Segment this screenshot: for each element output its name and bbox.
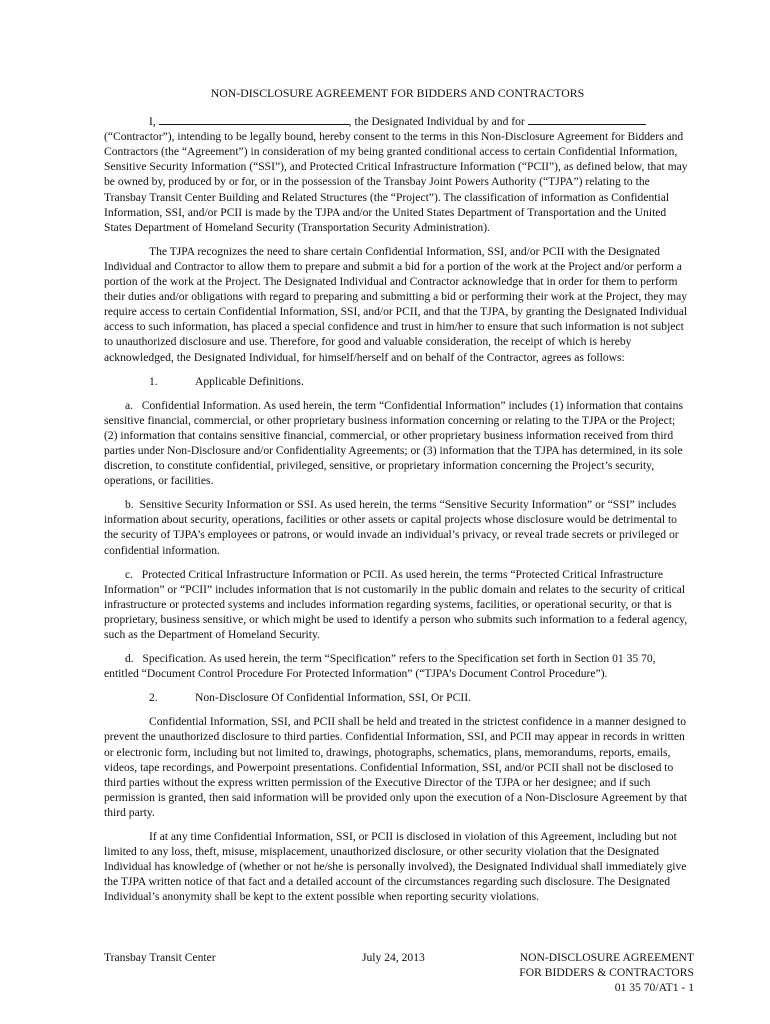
section-1-label: Applicable Definitions. — [195, 374, 304, 388]
intro-mid: , the Designated Individual by and for — [348, 115, 525, 129]
definition-b: b. Sensitive Security Information or SSI. As used herein, the terms “Sensitive Security Information” or “SSI” includes information about security, operations, facilities or other assets or capital projects whose disclosure would be detrimental to the security of TJPA’s employees or patrons, or would invade an individual’s privacy, or reveal trade secrets or privileged or confidential information. — [104, 498, 679, 557]
section-2-number: 2. — [149, 691, 158, 705]
contractor-blank[interactable] — [528, 113, 646, 125]
section-2-label: Non-Disclosure Of Confidential Information, SSI, Or PCII. — [195, 691, 471, 705]
section-1-heading — [104, 374, 691, 389]
footer-page-number: 01 35 70/AT1 - 1 — [614, 981, 694, 995]
intro-paragraph — [104, 113, 691, 235]
document-body — [104, 86, 691, 905]
non-disclosure-paragraph: Confidential Information, SSI, and PCII shall be held and treated in the strictest confidence in a manner designed to prevent the unauthorized disclosure to third parties. Confidential Information, SSI, and PCII may appear in records in written or electronic form, including but not limited to, drawings, photographs, schematics, plans, memorandums, reports, emails, videos, tape recordings, and Powerpoint presentations. Confidential Information, SSI, and/or PCII shall not be disclosed to third parties without the express written permission of the Executive Director of the TJPA or her designee; and if such permission is granted, then said information will be provided only upon the execution of a Non-Disclosure Agreement by that third party. — [104, 715, 688, 819]
definition-c: c. Protected Critical Infrastructure Information or PCII. As used herein, the terms “Protected Critical Infrastructure Information” or “PCII” includes information that is not customarily in the public domain and relates to the security of critical infrastructure or protected systems and includes information regarding systems, facilities, or operational security, or that is proprietary, business sensitive, or which might be used to identify a person who submits such information to a federal agency, such as the Department of Homeland Security. — [104, 567, 688, 641]
violation-paragraph: If at any time Confidential Information, SSI, or PCII is disclosed in violation of this Agreement, including but not limited to any loss, theft, misuse, misplacement, unauthorized disclosure, or other security violation that the Designated Individual has knowledge of (whether or not he/she is personally involved), the Designated Individual shall immediately give the TJPA written notice of that fact and a detailed account of the circumstances regarding such disclosure. The Designated Individual’s anonymity shall be kept to the extent possible when reporting security violations. — [104, 830, 687, 904]
footer-doc-title-line2: FOR BIDDERS & CONTRACTORS — [519, 966, 694, 980]
designated-individual-blank[interactable] — [159, 113, 349, 125]
page-footer — [104, 950, 694, 1002]
footer-document-id — [519, 950, 694, 995]
intro-rest: (“Contractor”), intending to be legally bound, hereby consent to the terms in this Non-Disclosure Agreement for Bidders and Contractors (the “Agreement”) in consideration of my being granted conditional access to certain Confidential Information, Sensitive Security Information (“SSI”), and Protected Critical Infrastructure Information (“PCII”), as defined below, that may be owned by, produced by or for, or in the possession of the Transbay Joint Powers Authority (“TJPA”) relating to the Transbay Transit Center Building and Related Structures (the “Project”). The classification of information as Confidential Information, SSI, and/or PCII is made by the TJPA and/or the United States Department of Transportation and the United States Department of Homeland Security (Transportation Security Administration). — [104, 130, 688, 234]
section-1-number: 1. — [149, 374, 158, 388]
intro-start: I, — [149, 115, 156, 129]
document-title: NON-DISCLOSURE AGREEMENT FOR BIDDERS AND CONTRACTORS — [210, 86, 585, 100]
footer-date: July 24, 2013 — [362, 951, 425, 964]
definition-a: a. Confidential Information. As used herein, the term “Confidential Information” includes (1) information that contains sensitive financial, commercial, or other proprietary business information concerning or relating to the TJPA or the Project; (2) information that contains sensitive financial, commercial, or other proprietary business information received from third parties under Non-Disclosure and/or Confidentiality Agreements; or (3) information that the TJPA has determined, in its sole discretion, to constitute confidential, privileged, sensitive, or proprietary information concerning the Project’s security, operations, or facilities. — [104, 398, 683, 488]
footer-project-name: Transbay Transit Center — [104, 951, 216, 964]
definition-d: d. Specification. As used herein, the term “Specification” refers to the Specification set forth in Section 01 35 70, entitled “Document Control Procedure For Protected Information” (“TJPA’s Document Control Procedure”). — [104, 652, 656, 681]
recognition-paragraph: The TJPA recognizes the need to share certain Confidential Information, SSI, and/or PCII with the Designated Individual and Contractor to allow them to prepare and submit a bid for a portion of the work at the Project and/or perform a portion of the work at the Project. The Designated Individual and Contractor acknowledge that in order for them to perform their duties and/or obligations with regard to preparing and submitting a bid or performing their work at the Project, they may require access to certain Confidential Information, SSI, and/or PCII, and that the TJPA, by granting the Designated Individual access to such information, has placed a special confidence and trust in him/her to ensure that such information is not subject to unauthorized disclosure and use. Therefore, for good and valuable consideration, the receipt of which is hereby acknowledged, the Designated Individual, for himself/herself and on behalf of the Contractor, agrees as follows: — [104, 244, 688, 364]
footer-doc-title-line1: NON-DISCLOSURE AGREEMENT — [519, 951, 694, 964]
section-2-heading — [104, 690, 691, 705]
